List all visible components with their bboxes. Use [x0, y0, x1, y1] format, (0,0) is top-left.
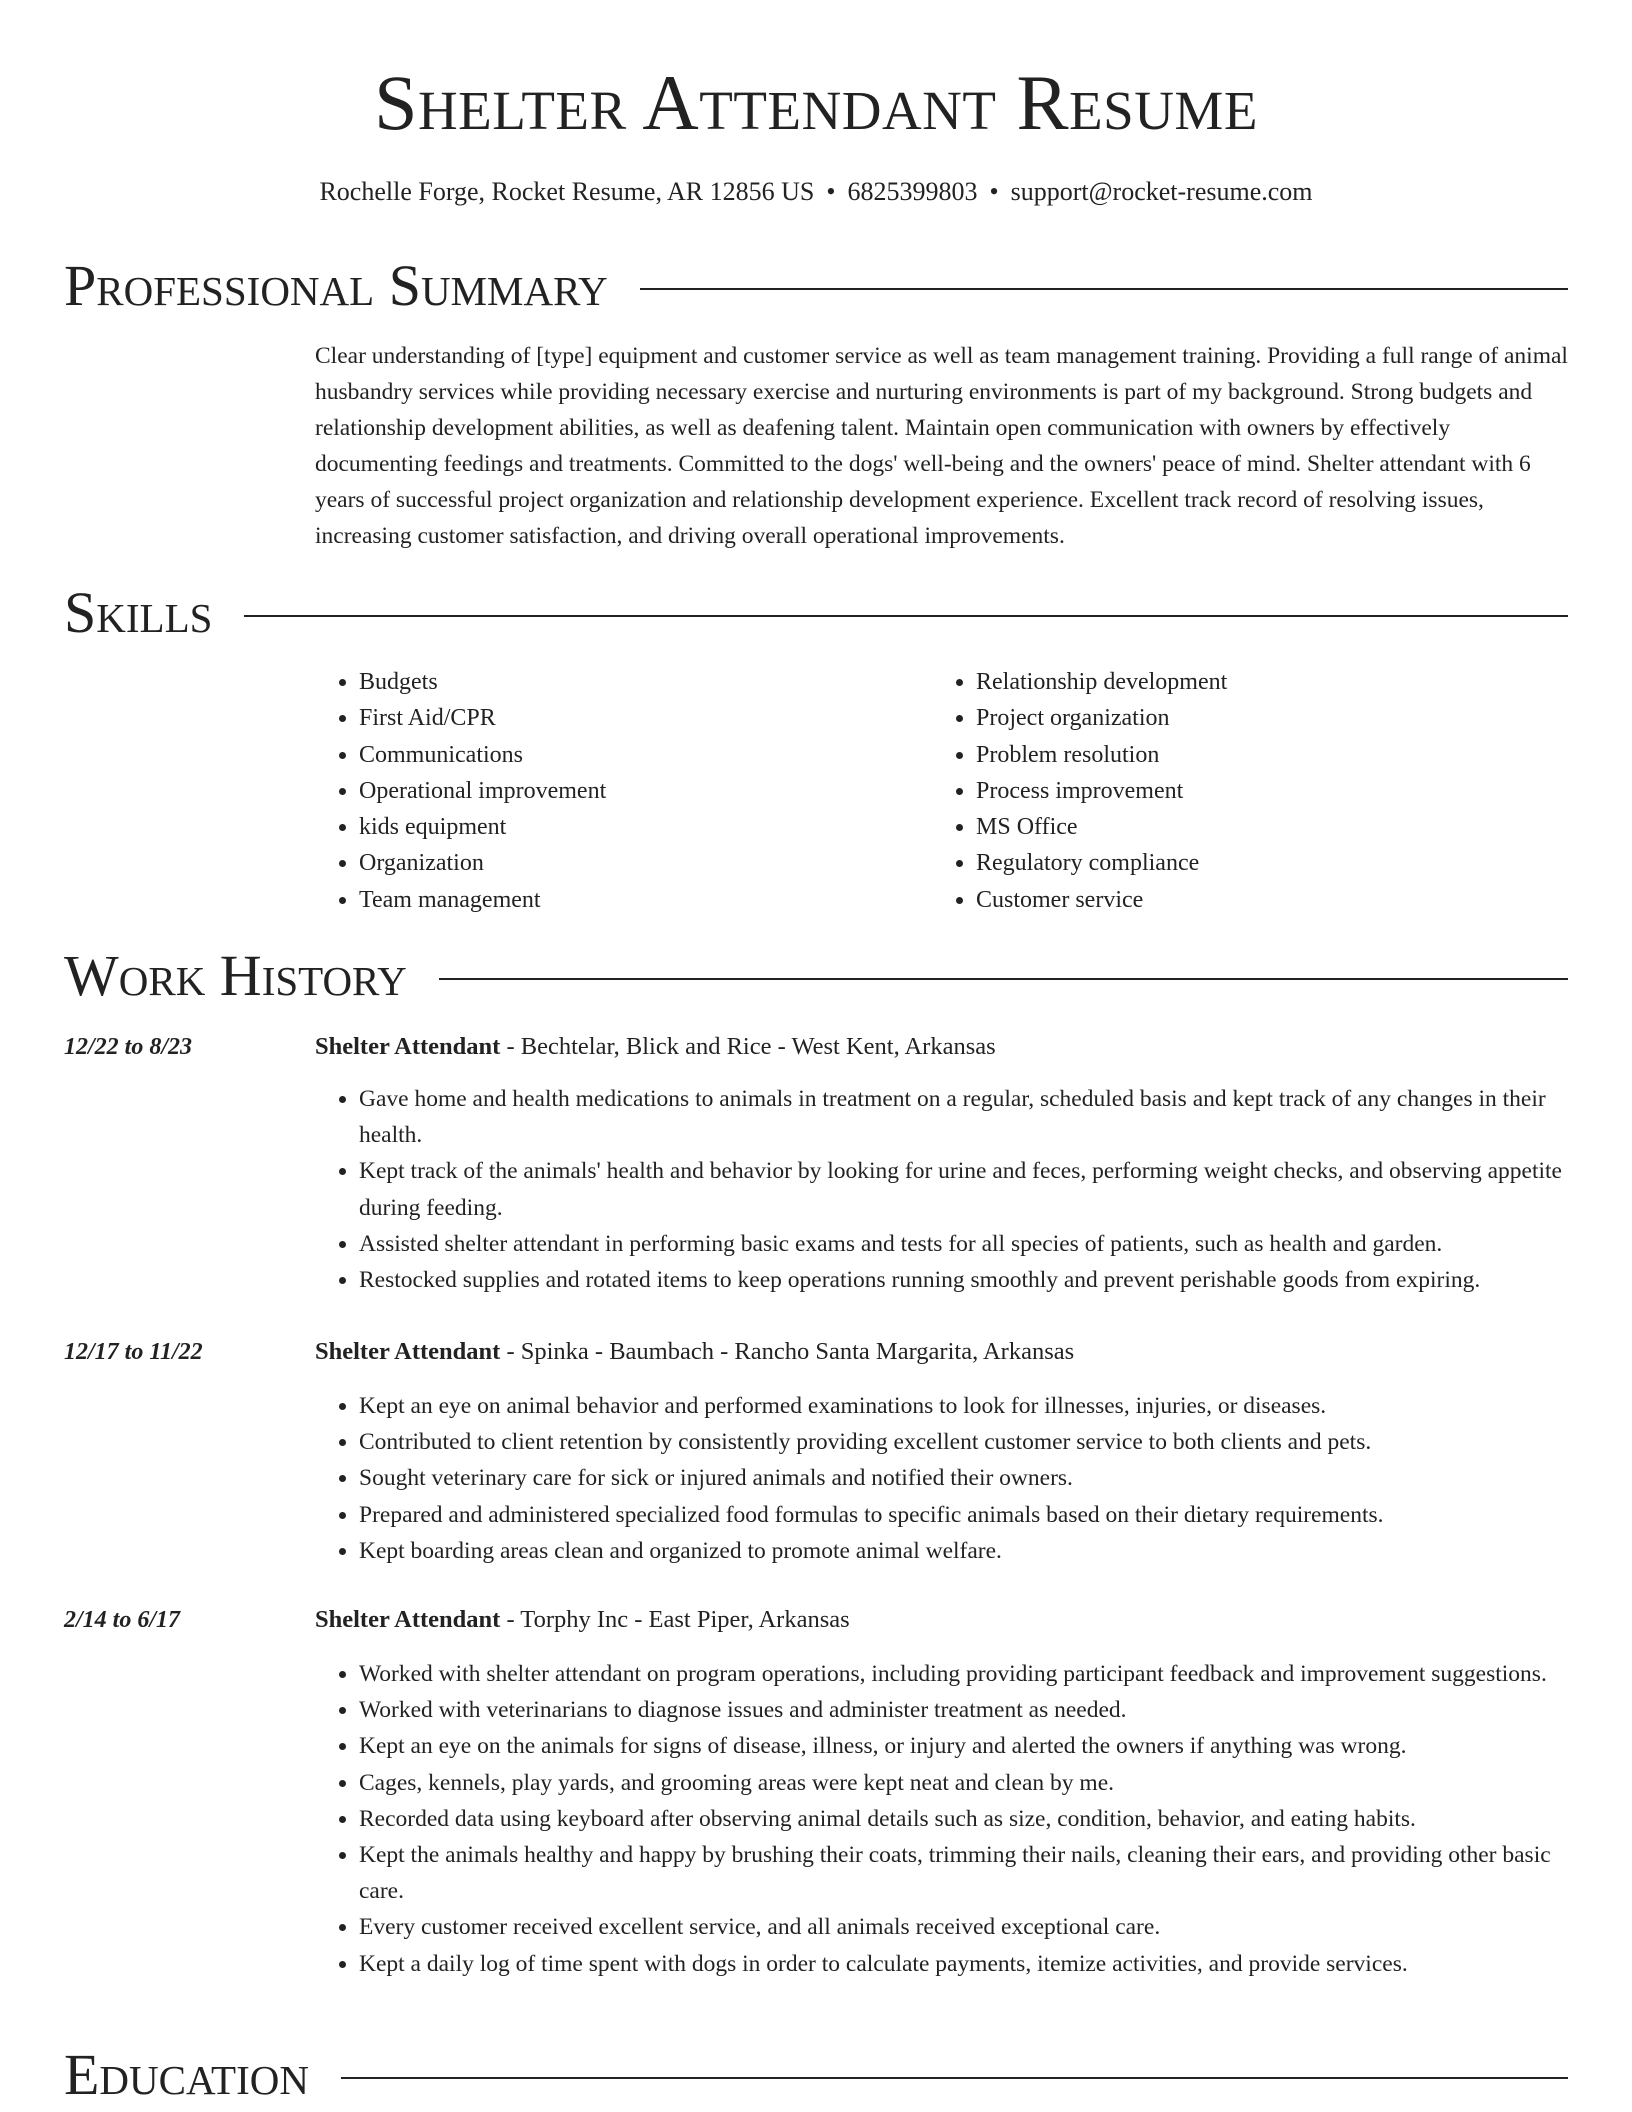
job-bullets	[315, 1081, 1568, 1298]
education-heading: Education	[64, 2042, 309, 2107]
job-dates: 12/17 to 11/22	[64, 1339, 203, 1365]
job-bullet: • Cages, kennels, play yards, and grooming areas were kept neat and clean by me.	[359, 1765, 1568, 1801]
skill-item: • Budgets	[359, 664, 932, 700]
job-bullet: • Kept an eye on the animals for signs of disease, illness, or injury and alerted the owners if anything was wrong.	[359, 1728, 1568, 1764]
skill-item: • First Aid/CPR	[359, 700, 932, 736]
job-bullet: • Worked with veterinarians to diagnose issues and administer treatment as needed.	[359, 1692, 1568, 1728]
skills-heading: Skills	[64, 580, 213, 645]
job-bullet: • Worked with shelter attendant on program operations, including providing participant feedback and improvement suggestions.	[359, 1656, 1568, 1692]
job-heading	[315, 1029, 996, 1065]
job-bullet: • Prepared and administered specialized food formulas to specific animals based on their dietary requirements.	[359, 1497, 1568, 1533]
job-title: Shelter Attendant	[315, 1033, 501, 1060]
summary-section-header	[64, 254, 1568, 318]
summary-text: Clear understanding of [type] equipment and customer service as well as team management training. Providing a full range of animal husbandry services while providing necessary exercise and nurturing environments is part of my background. Strong budgets and relationship development abilities, as well as deafening talent. Maintain open communication with owners by effectively documenting feedings and treatments. Committed to the dogs' well-being and the owners' peace of mind. Shelter attendant with 6 years of successful project organization and relationship development experience. Excellent track record of resolving issues, increasing customer satisfaction, and driving overall operational improvements.	[315, 343, 1568, 549]
job-bullet: • Kept boarding areas clean and organized to promote animal welfare.	[359, 1533, 1568, 1569]
job-bullet: • Contributed to client retention by consistently providing excellent customer service to both clients and pets.	[359, 1424, 1568, 1460]
skill-item: • Problem resolution	[976, 737, 1549, 773]
job-title: Shelter Attendant	[315, 1338, 501, 1365]
job-bullet: • Sought veterinary care for sick or injured animals and notified their owners.	[359, 1460, 1568, 1496]
skill-item: • kids equipment	[359, 809, 932, 845]
job-bullet: • Kept the animals healthy and happy by brushing their coats, trimming their nails, cleaning their ears, and providing other basic care.	[359, 1837, 1568, 1909]
skill-item: • Operational improvement	[359, 773, 932, 809]
section-divider	[341, 2077, 1568, 2079]
job-bullet: • Restocked supplies and rotated items to keep operations running smoothly and prevent perishable goods from expiring.	[359, 1262, 1568, 1298]
separator-dot: •	[989, 177, 999, 206]
skill-item: • Communications	[359, 737, 932, 773]
job-bullet: • Assisted shelter attendant in performing basic exams and tests for all species of patients, such as health and garden.	[359, 1226, 1568, 1262]
skill-item: • Team management	[359, 882, 932, 918]
contact-address: Rochelle Forge, Rocket Resume, AR 12856 US	[319, 177, 815, 206]
education-section-header	[64, 2043, 1568, 2107]
contact-phone: 6825399803	[847, 177, 978, 206]
work-heading: Work History	[64, 943, 407, 1008]
job-dates: 2/14 to 6/17	[64, 1607, 181, 1633]
job-dates: 12/22 to 8/23	[64, 1034, 193, 1060]
job-employer: - Torphy Inc - East Piper, Arkansas	[500, 1606, 850, 1633]
skill-item: • Regulatory compliance	[976, 845, 1549, 881]
skills-column-left	[315, 664, 932, 918]
section-divider	[439, 978, 1568, 980]
job-bullet: • Kept a daily log of time spent with dogs in order to calculate payments, itemize activities, and provide services.	[359, 1946, 1568, 1982]
job-bullet: • Gave home and health medications to animals in treatment on a regular, scheduled basis and kept track of any changes in their health.	[359, 1081, 1568, 1153]
skills-section-header	[64, 581, 1568, 645]
contact-email: support@rocket-resume.com	[1010, 177, 1313, 206]
page-title: Shelter Attendant Resume	[374, 59, 1258, 146]
section-divider	[244, 615, 1568, 617]
contact-line	[64, 174, 1568, 210]
section-divider	[640, 288, 1568, 290]
skill-item: • Customer service	[976, 882, 1549, 918]
job-heading	[315, 1602, 850, 1638]
job-bullet: • Kept an eye on animal behavior and performed examinations to look for illnesses, injuries, or diseases.	[359, 1388, 1568, 1424]
job-bullet: • Kept track of the animals' health and behavior by looking for urine and feces, performing weight checks, and observing appetite during feeding.	[359, 1153, 1568, 1225]
skills-list	[315, 664, 1568, 918]
job-bullets	[315, 1656, 1568, 1982]
job-bullets	[315, 1388, 1568, 1569]
job-heading	[315, 1334, 1074, 1370]
separator-dot: •	[826, 177, 836, 206]
summary-heading: Professional Summary	[64, 253, 608, 318]
skill-item: • Relationship development	[976, 664, 1549, 700]
work-section-header	[64, 944, 1568, 1008]
job-title: Shelter Attendant	[315, 1606, 501, 1633]
skill-item: • Project organization	[976, 700, 1549, 736]
skills-column-right	[932, 664, 1549, 918]
skill-item: • Process improvement	[976, 773, 1549, 809]
skill-item: • MS Office	[976, 809, 1549, 845]
job-employer: - Bechtelar, Blick and Rice - West Kent, Arkansas	[500, 1033, 996, 1060]
job-employer: - Spinka - Baumbach - Rancho Santa Margarita, Arkansas	[500, 1338, 1075, 1365]
job-bullet: • Every customer received excellent service, and all animals received exceptional care.	[359, 1909, 1568, 1945]
job-bullet: • Recorded data using keyboard after observing animal details such as size, condition, behavior, and eating habits.	[359, 1801, 1568, 1837]
skill-item: • Organization	[359, 845, 932, 881]
